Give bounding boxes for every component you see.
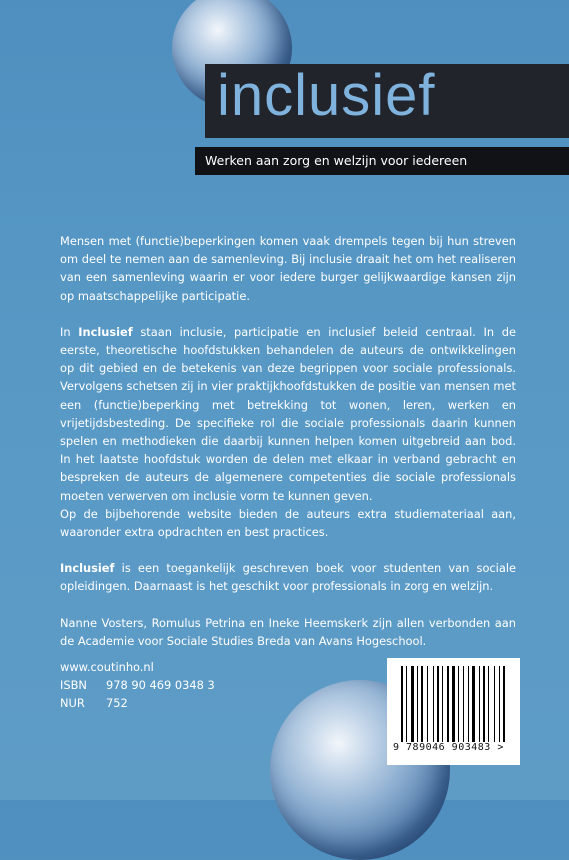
barcode-bar — [437, 666, 439, 742]
barcode-bar — [458, 666, 459, 742]
book-name-bold: Inclusief — [78, 324, 133, 339]
barcode-bar — [483, 666, 485, 742]
barcode-bar — [406, 666, 407, 742]
barcode-digits: 9 789046 903483 > — [393, 742, 504, 753]
book-subtitle: Werken aan zorg en welzijn voor iedereen — [205, 153, 468, 168]
barcode-bar — [468, 666, 469, 742]
barcode-bar — [494, 666, 495, 742]
isbn-row — [60, 676, 215, 694]
paragraph-intro: Mensen met (functie)beperkingen komen vaak drempels tegen bij hun streven om deel te nemen aan de samenleving. Bij inclusie draait het om het realiseren van een samenleving waarin er voor iedere burger gelijkwaardige kansen zijn op maatschappelijke participatie. — [60, 234, 516, 303]
barcode-bar — [442, 666, 443, 742]
barcode-bar — [479, 666, 480, 742]
nur-label: NUR — [60, 696, 85, 710]
book-name-bold: Inclusief — [60, 561, 115, 576]
isbn-label: ISBN — [60, 678, 87, 692]
barcode-bar — [427, 666, 428, 742]
paragraph-content-prefix: In — [60, 324, 79, 339]
paragraph-content-text: staan inclusie, participatie en inclusief beleid centraal. In de eerste, theoretische hoofdstukken behandelen de auteurs de ontwikkelingen op dit gebied en de betekenis van deze begrippen voor sociale professionals. Vervolgens schetsen zij in vier praktijkhoofdstukken de positie van mensen met een (functie)beperking met betrekking tot wonen, leren, werken en vrijetijdsbesteding. De specifieke rol die sociale professionals daarin kunnen spelen en methodieken die daarbij kunnen helpen komen uitgebreid aan bod. In het laatste hoofdstuk worden de delen met elkaar in verband gebracht en bespreken de auteurs de algemenere competenties die sociale professionals moeten verwerven om inclusie vorm te kunnen geven. — [60, 324, 517, 503]
barcode-bar — [411, 666, 414, 742]
paragraph-authors: Nanne Vosters, Romulus Petrina en Ineke Heemskerk zijn allen verbonden aan de Academie voor Sociale Studies Breda van Avans Hogeschool. — [60, 615, 516, 648]
barcode — [387, 658, 520, 765]
publication-info — [60, 658, 215, 712]
barcode-bar — [472, 666, 475, 742]
barcode-bar — [452, 666, 455, 742]
paragraph-audience — [60, 559, 516, 595]
nur-row — [60, 694, 215, 712]
paragraph-content — [60, 323, 516, 505]
barcode-bar — [433, 666, 434, 742]
barcode-bar — [417, 666, 418, 742]
barcode-bar — [401, 666, 403, 742]
barcode-bar — [503, 666, 505, 742]
barcode-bars — [401, 666, 509, 742]
paragraph-website: Op de bijbehorende website bieden de auteurs extra studiemateriaal aan, waaronder extra opdrachten en best practices. — [60, 506, 516, 540]
barcode-bar — [463, 666, 464, 742]
barcode-bar — [499, 666, 500, 742]
nur-value: 752 — [106, 696, 128, 710]
barcode-bar — [488, 666, 489, 742]
blurb — [60, 232, 516, 668]
website-link[interactable]: www.coutinho.nl — [60, 660, 154, 674]
barcode-bar — [421, 666, 423, 742]
isbn-value: 978 90 469 0348 3 — [106, 678, 215, 692]
paragraph-audience-text: is een toegankelijk geschreven boek voor studenten van sociale opleidingen. Daarnaast is het geschikt voor professionals in zorg en welzijn. — [60, 561, 516, 594]
book-title: inclusief — [217, 63, 436, 128]
barcode-bar — [447, 666, 449, 742]
